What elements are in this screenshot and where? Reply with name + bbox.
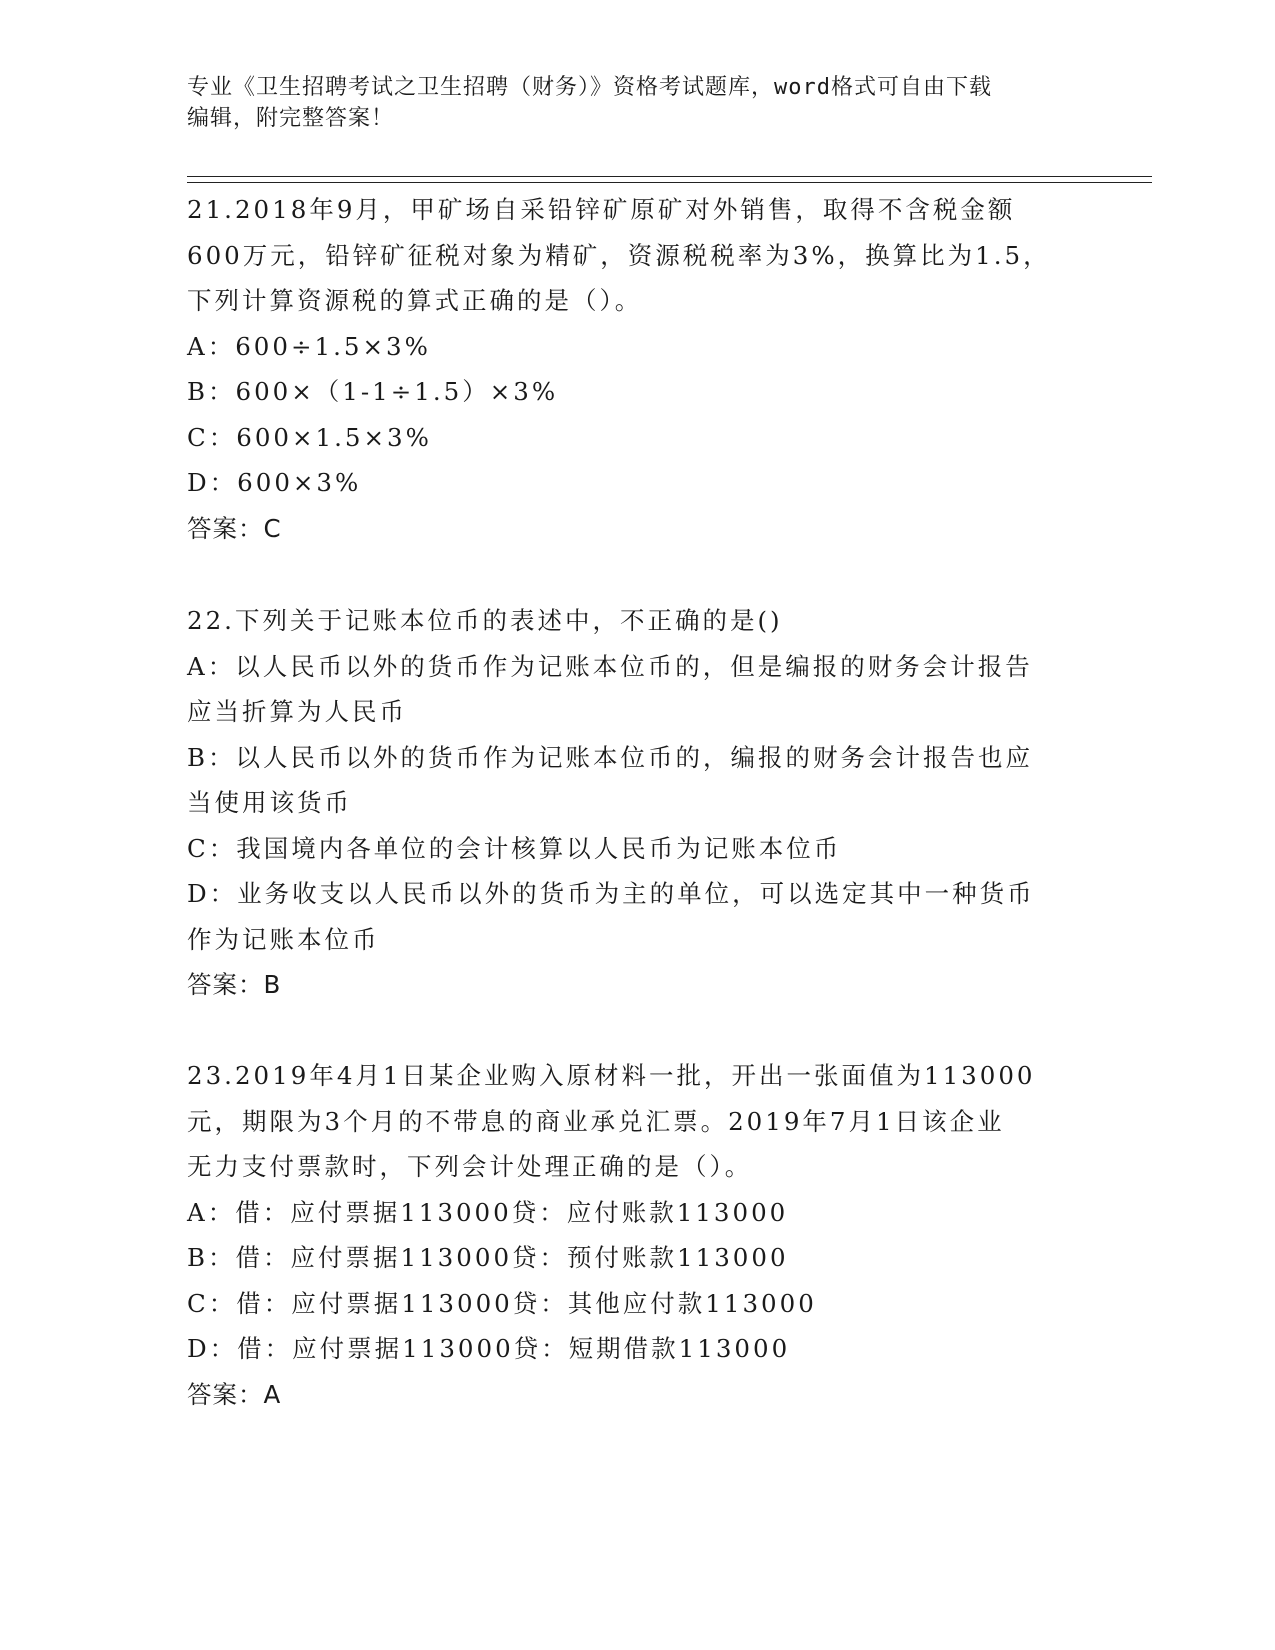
header-divider-top bbox=[187, 176, 1152, 177]
question-stem-line: 23.2019年4月1日某企业购入原材料一批，开出一张面值为113000 bbox=[187, 1061, 1036, 1090]
option-b: B：借：应付票据113000贷：预付账款113000 bbox=[187, 1243, 789, 1272]
option-a-continued: 应当折算为人民币 bbox=[187, 697, 407, 726]
header-divider-bottom bbox=[187, 182, 1152, 183]
header-line: 编辑，附完整答案！ bbox=[187, 106, 395, 131]
option-a: A：借：应付票据113000贷：应付账款113000 bbox=[187, 1197, 789, 1227]
option-c: C：借：应付票据113000贷：其他应付款113000 bbox=[187, 1288, 817, 1318]
question-23 bbox=[187, 1053, 1092, 1417]
option-d: D：600×3% bbox=[187, 468, 362, 497]
question-stem-line: 22.下列关于记账本位币的表述中，不正确的是() bbox=[187, 606, 783, 635]
answer-text: 答案：A bbox=[187, 1379, 282, 1409]
question-stem-line: 无力支付票款时，下列会计处理正确的是（）。 bbox=[187, 1152, 753, 1181]
question-stem-line: 下列计算资源税的算式正确的是（）。 bbox=[187, 286, 643, 315]
question-stem-line: 元，期限为3个月的不带息的商业承兑汇票。2019年7月1日该企业 bbox=[187, 1106, 1005, 1136]
option-b: B：600×（1-1÷1.5）×3% bbox=[187, 377, 559, 406]
document-header bbox=[187, 72, 1087, 134]
option-b: B：以人民币以外的货币作为记账本位币的，编报的财务会计报告也应 bbox=[187, 742, 1034, 772]
option-d: D：借：应付票据113000贷：短期借款113000 bbox=[187, 1334, 791, 1363]
option-d: D：业务收支以人民币以外的货币为主的单位，可以选定其中一种货币 bbox=[187, 879, 1035, 908]
question-stem-line: 21.2018年9月，甲矿场自采铅锌矿原矿对外销售，取得不含税金额 bbox=[187, 195, 1016, 224]
option-a: A：以人民币以外的货币作为记账本位币的，但是编报的财务会计报告 bbox=[187, 651, 1033, 681]
option-b-continued: 当使用该货币 bbox=[187, 788, 352, 817]
option-a: A：600÷1.5×3% bbox=[187, 331, 431, 361]
answer-text: 答案：C bbox=[187, 513, 282, 543]
question-21 bbox=[187, 187, 1092, 551]
answer-text: 答案：B bbox=[187, 970, 282, 999]
question-22 bbox=[187, 598, 1092, 1008]
question-stem-line: 600万元，铅锌矿征税对象为精矿，资源税税率为3%，换算比为1.5， bbox=[187, 240, 1051, 270]
header-line: 专业《卫生招聘考试之卫生招聘（财务）》资格考试题库，word格式可自由下载 bbox=[187, 75, 992, 100]
option-c: C：600×1.5×3% bbox=[187, 422, 432, 452]
option-c: C：我国境内各单位的会计核算以人民币为记账本位币 bbox=[187, 833, 842, 863]
option-d-continued: 作为记账本位币 bbox=[187, 924, 380, 954]
